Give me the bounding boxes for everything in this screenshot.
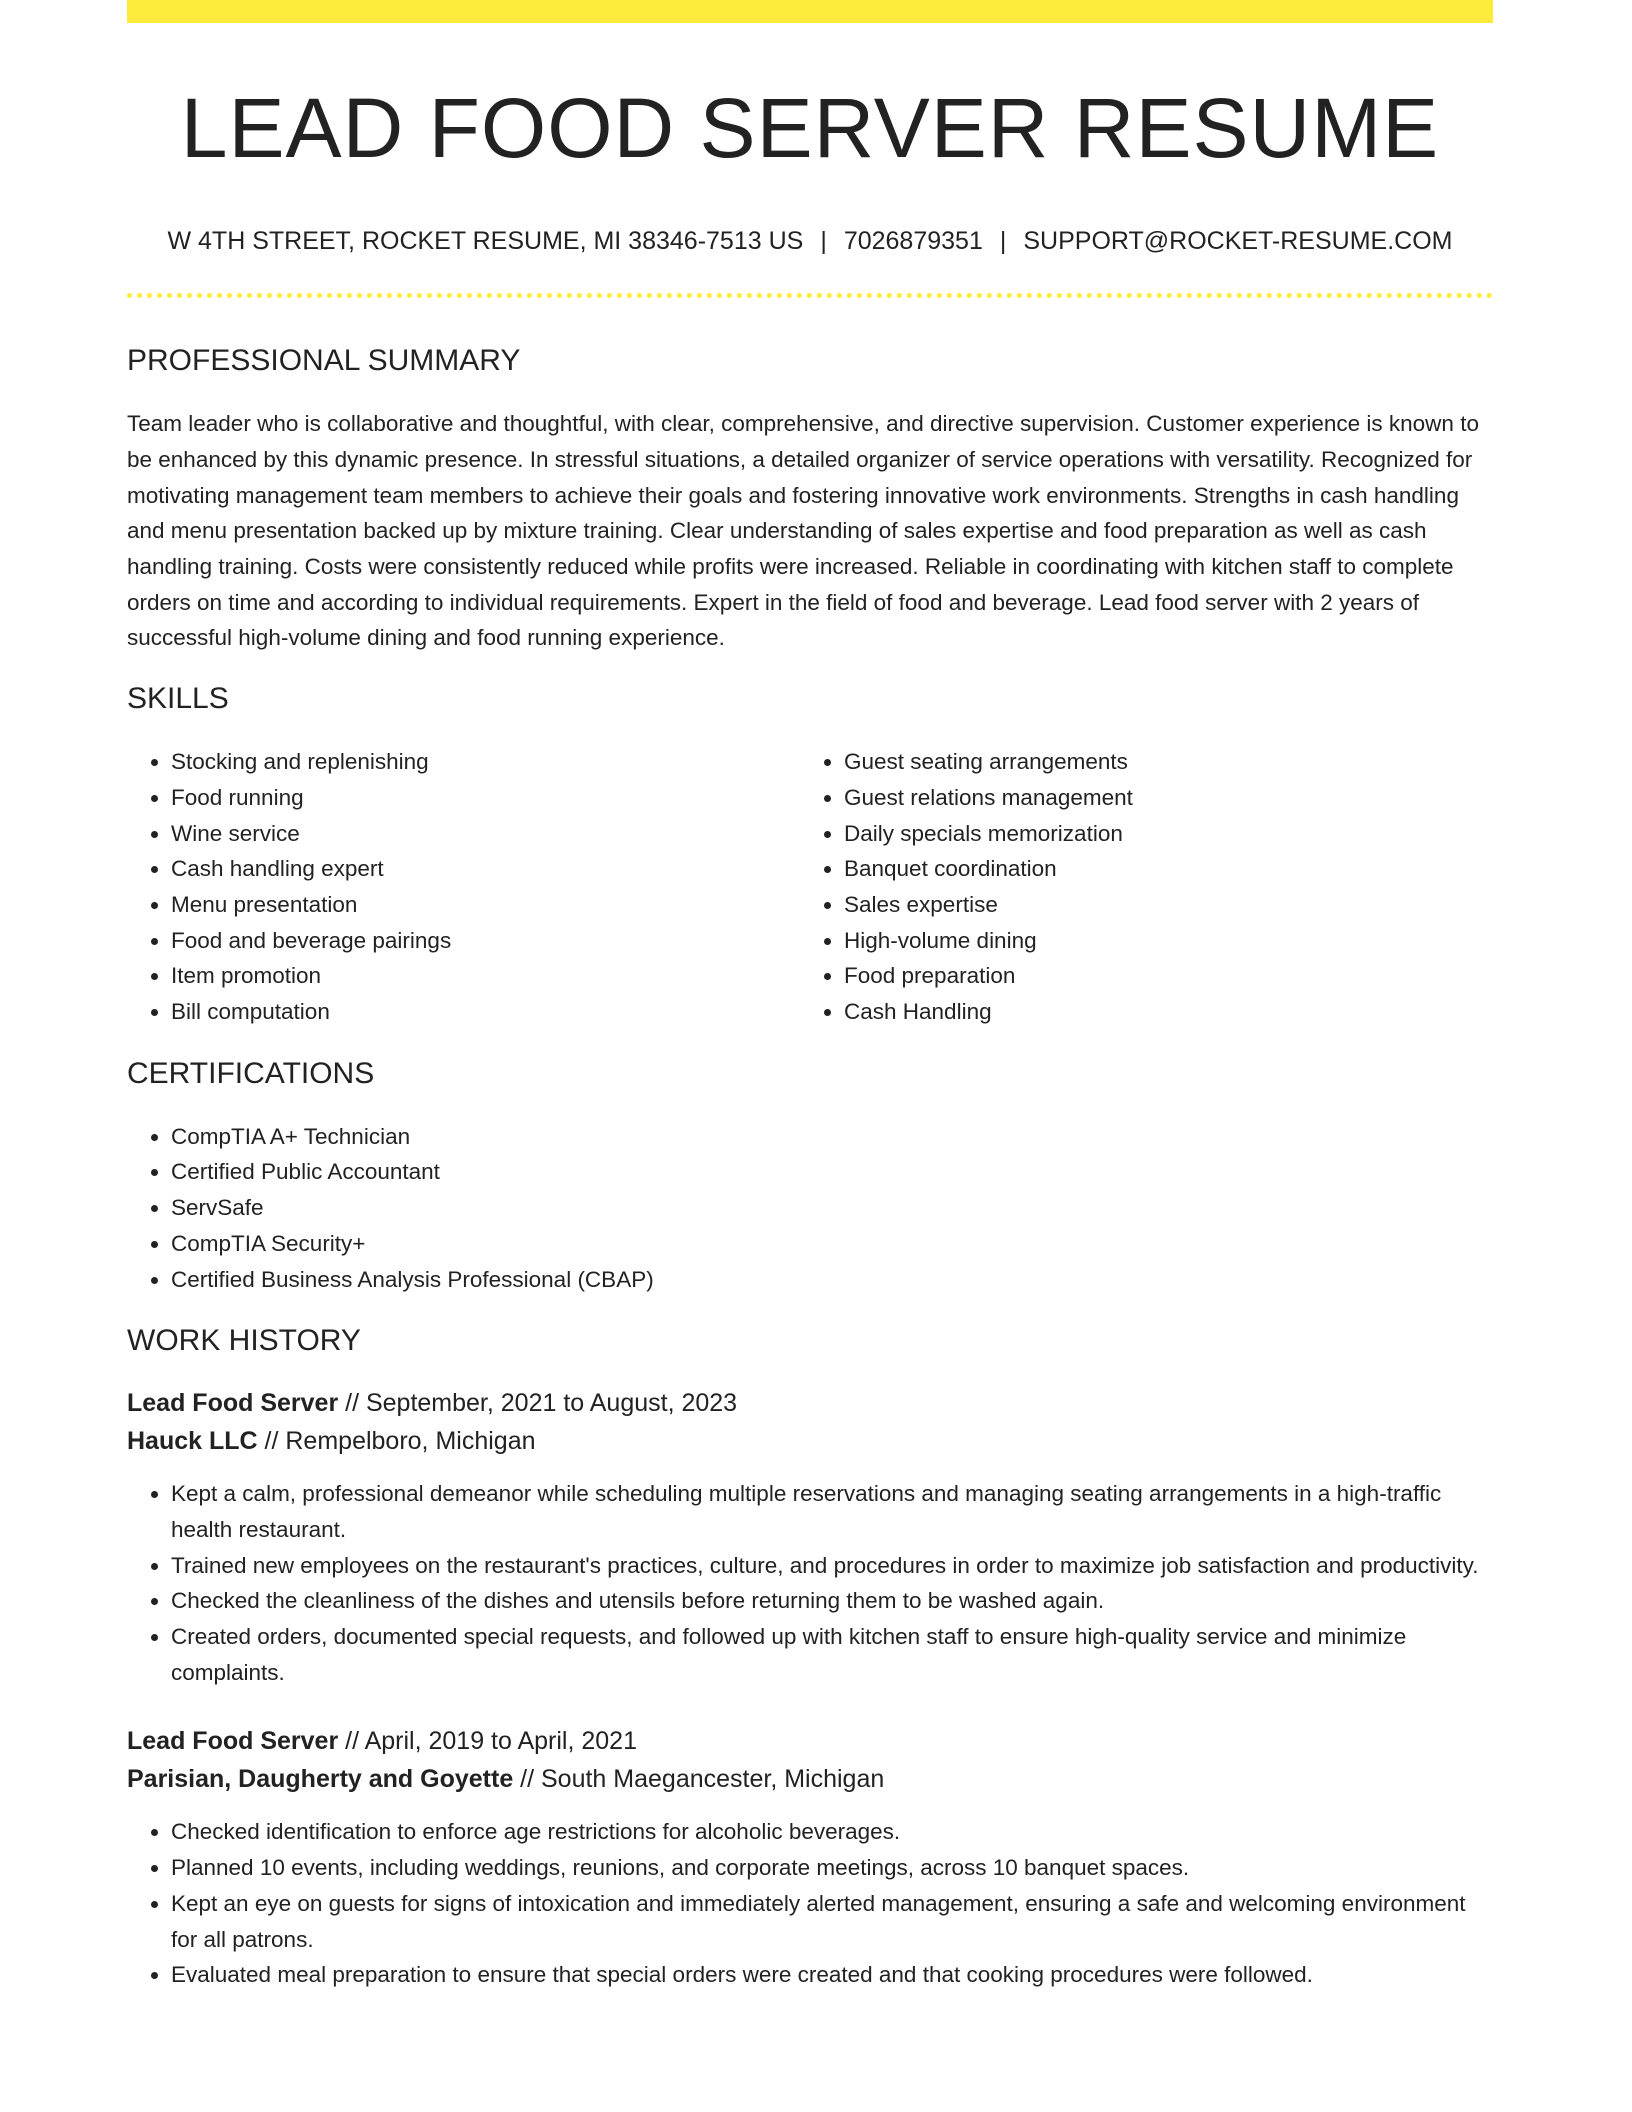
skills-list-right	[800, 744, 1473, 1030]
summary-heading: PROFESSIONAL SUMMARY	[127, 344, 521, 378]
job-duty: • Checked the cleanliness of the dishes and utensils before returning them to be washed again.	[171, 1583, 1493, 1619]
contact-line	[127, 226, 1493, 256]
resume-page	[127, 0, 1493, 1993]
skill-item: • Guest seating arrangements	[844, 744, 1473, 780]
job-duties-list	[127, 1476, 1493, 1690]
certification-item: • CompTIA Security+	[171, 1226, 1493, 1262]
skill-item: • Food and beverage pairings	[171, 923, 800, 959]
contact-separator: |	[999, 227, 1007, 256]
job-duty: • Kept a calm, professional demeanor while scheduling multiple reservations and managing seating arrangements in a high-traffic health restaurant.	[171, 1476, 1493, 1547]
skill-item: • Wine service	[171, 816, 800, 852]
job-entry	[127, 1385, 1493, 1690]
skills-column-left	[127, 744, 800, 1030]
skills-column-right	[800, 744, 1473, 1030]
certification-item: • CompTIA A+ Technician	[171, 1119, 1493, 1155]
skill-item: • Stocking and replenishing	[171, 744, 800, 780]
job-duties-list	[127, 1814, 1493, 1993]
certifications-list	[127, 1119, 1493, 1298]
job-duty: • Kept an eye on guests for signs of intoxication and immediately alerted management, ensuring a safe and welcoming environment for all patrons.	[171, 1886, 1493, 1957]
accent-top-bar	[127, 0, 1493, 23]
certifications-heading: CERTIFICATIONS	[127, 1056, 375, 1090]
contact-address: W 4TH STREET, ROCKET RESUME, MI 38346-7513 US	[167, 227, 804, 256]
contact-email: SUPPORT@ROCKET-RESUME.COM	[1023, 227, 1453, 256]
skill-item: • High-volume dining	[844, 923, 1473, 959]
skill-item: • Sales expertise	[844, 887, 1473, 923]
dotted-divider	[127, 293, 1493, 298]
skill-item: • Guest relations management	[844, 780, 1473, 816]
certification-item: • Certified Public Accountant	[171, 1154, 1493, 1190]
work-history-heading: WORK HISTORY	[127, 1324, 361, 1358]
job-company-line	[127, 1761, 1493, 1799]
skill-item: • Bill computation	[171, 994, 800, 1030]
summary-text: Team leader who is collaborative and thoughtful, with clear, comprehensive, and directive supervision. Customer experience is known to be enhanced by this dynamic presence. In stressful situations, a detailed organizer of service operations with versatility. Recognized for motivating management team members to achieve their goals and fostering innovative work environments. Strengths in cash handling and menu presentation backed up by mixture training. Clear understanding of sales expertise and food preparation as well as cash handling training. Costs were consistently reduced while profits were increased. Reliable in coordinating with kitchen staff to complete orders on time and according to individual requirements. Expert in the field of food and beverage. Lead food server with 2 years of successful high-volume dining and food running experience.	[127, 411, 1479, 651]
summary-section	[127, 343, 1493, 656]
job-company: Hauck LLC	[127, 1426, 258, 1455]
job-company-line	[127, 1423, 1493, 1461]
contact-separator: |	[820, 227, 827, 256]
skills-section	[127, 681, 1493, 1030]
skill-item: • Food running	[171, 780, 800, 816]
skill-item: • Food preparation	[844, 958, 1473, 994]
skill-item: • Cash Handling	[844, 994, 1473, 1030]
job-location: // Rempelboro, Michigan	[257, 1426, 536, 1455]
job-duty: • Evaluated meal preparation to ensure that special orders were created and that cooking procedures were followed.	[171, 1957, 1493, 1993]
job-entry	[127, 1723, 1493, 1993]
skill-item: • Item promotion	[171, 958, 800, 994]
job-title-line	[127, 1723, 1493, 1761]
job-duty: • Checked identification to enforce age restrictions for alcoholic beverages.	[171, 1814, 1493, 1850]
skill-item: • Cash handling expert	[171, 851, 800, 887]
job-title: Lead Food Server	[127, 1389, 339, 1418]
job-duty: • Planned 10 events, including weddings, reunions, and corporate meetings, across 10 banquet spaces.	[171, 1850, 1493, 1886]
job-dates: // September, 2021 to August, 2023	[338, 1389, 738, 1418]
job-duty: • Created orders, documented special requests, and followed up with kitchen staff to ensure high-quality service and minimize complaints.	[171, 1619, 1493, 1690]
skills-grid	[127, 744, 1493, 1030]
job-title: Lead Food Server	[127, 1727, 339, 1756]
skills-list-left	[127, 744, 800, 1030]
job-location: // South Maegancester, Michigan	[513, 1764, 885, 1793]
skill-item: • Banquet coordination	[844, 851, 1473, 887]
certification-item: • ServSafe	[171, 1190, 1493, 1226]
job-dates: // April, 2019 to April, 2021	[338, 1727, 637, 1756]
job-title-line	[127, 1385, 1493, 1423]
skill-item: • Menu presentation	[171, 887, 800, 923]
skills-heading: SKILLS	[127, 682, 229, 716]
job-company: Parisian, Daugherty and Goyette	[127, 1764, 514, 1793]
certifications-section	[127, 1056, 1493, 1298]
contact-phone: 7026879351	[843, 227, 983, 256]
job-duty: • Trained new employees on the restaurant's practices, culture, and procedures in order to maximize job satisfaction and productivity.	[171, 1548, 1493, 1584]
resume-title: LEAD FOOD SERVER RESUME	[180, 81, 1440, 175]
skill-item: • Daily specials memorization	[844, 816, 1473, 852]
certification-item: • Certified Business Analysis Professional (CBAP)	[171, 1262, 1493, 1298]
work-history-section	[127, 1323, 1493, 1993]
